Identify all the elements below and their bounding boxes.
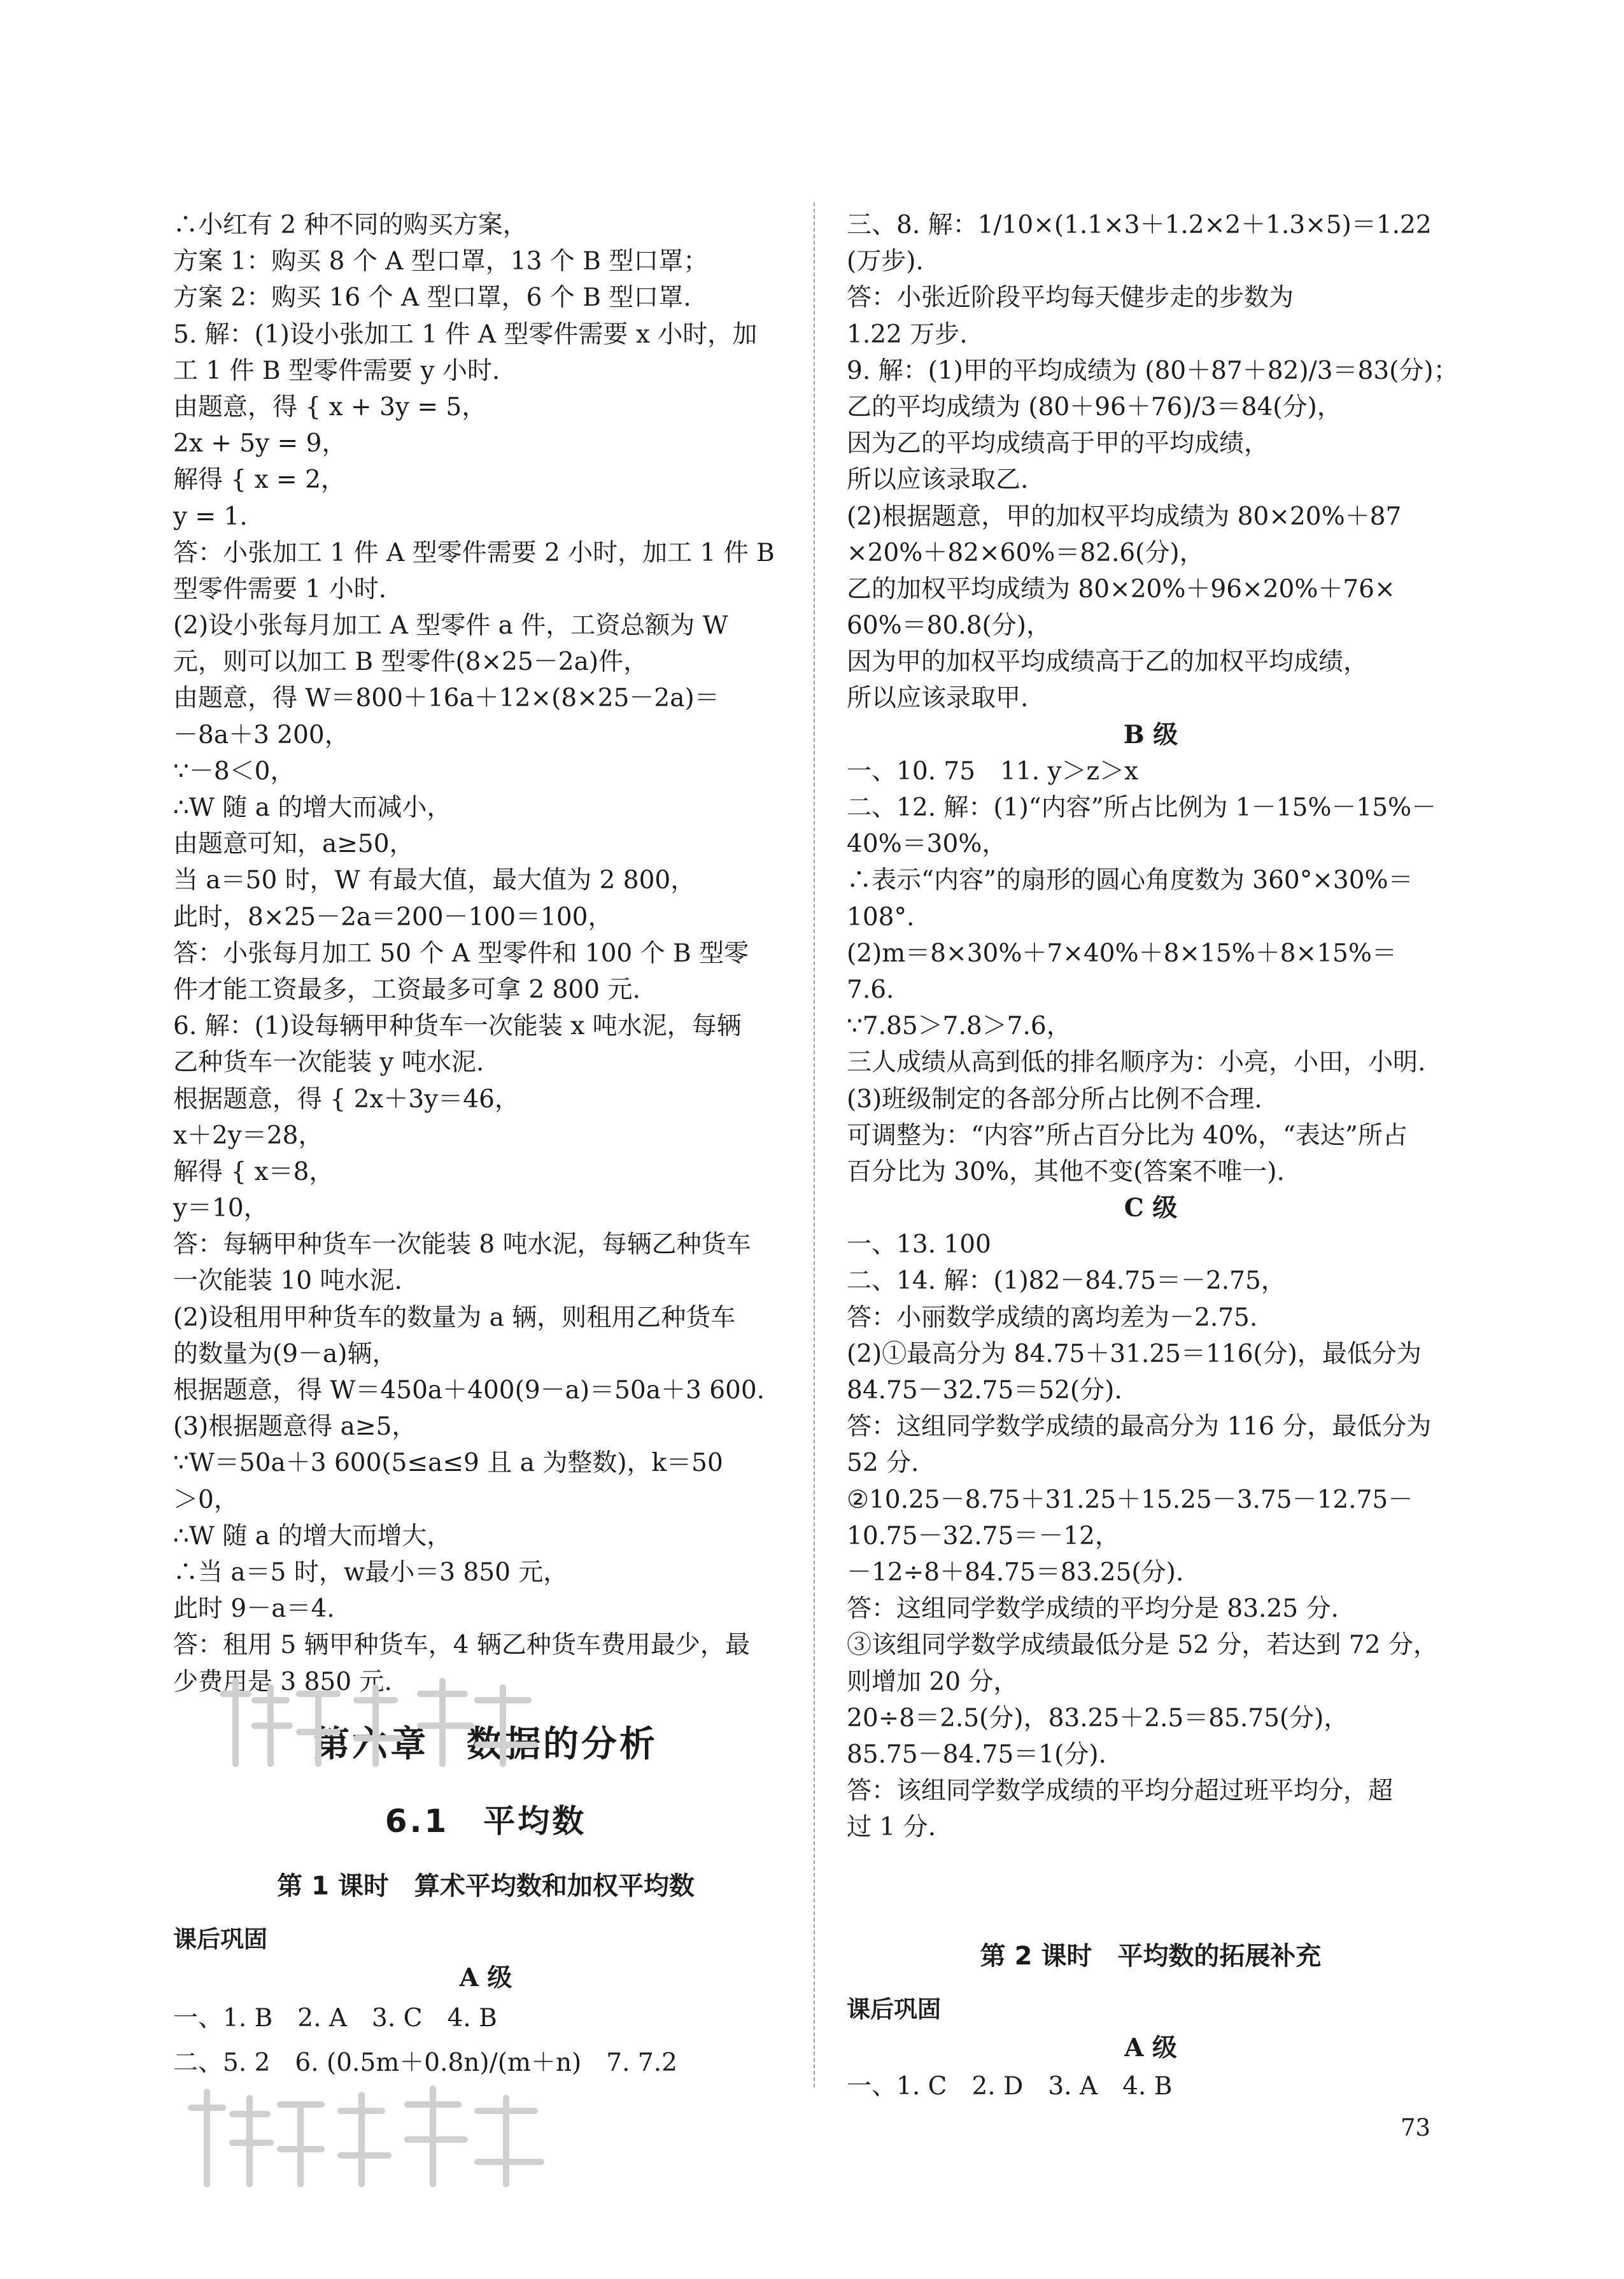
text-line: y = 1. xyxy=(173,502,248,531)
text-line: (3)班级制定的各部分所占比例不合理. xyxy=(847,1084,1262,1114)
text-line: 40%＝30%， xyxy=(847,830,1007,859)
text-line: 60%＝80.8(分)， xyxy=(847,611,1051,641)
text-line: 工 1 件 B 型零件需要 y 小时. xyxy=(173,356,500,385)
left-column xyxy=(173,207,798,1700)
text-line: 可调整为：“内容”所占百分比为 40%，“表达”所占 xyxy=(847,1121,1408,1150)
text-line: 二、12. 解：(1)“内容”所占比例为 1－15%－15%－ xyxy=(847,793,1437,822)
text-line: ③该组同学数学成绩最低分是 52 分，若达到 72 分， xyxy=(847,1631,1438,1660)
lesson1-answers xyxy=(173,1996,677,2085)
text-line: ∵W＝50a＋3 600(5≤a≤9 且 a 为整数)，k＝50 xyxy=(173,1449,723,1478)
level-heading: C 级 xyxy=(1124,1193,1178,1223)
text-line: ∴当 a＝5 时，w最小＝3 850 元， xyxy=(173,1558,568,1587)
text-line: 由题意，得 { x + 3y = 5， xyxy=(173,392,487,422)
text-line: 方案 2：购买 16 个 A 型口罩，6 个 B 型口罩. xyxy=(173,283,691,313)
text-line: 一次能装 10 吨水泥. xyxy=(173,1267,402,1296)
text-line: 根据题意，得 W＝450a＋400(9－a)＝50a＋3 600. xyxy=(173,1376,765,1405)
text-line: 答：小张加工 1 件 A 型零件需要 2 小时，加工 1 件 B xyxy=(173,538,775,567)
text-line: 答：这组同学数学成绩的平均分是 83.25 分. xyxy=(847,1594,1339,1624)
text-line: 此时，8×25－2a＝200－100＝100， xyxy=(173,902,613,932)
text-line: 9. 解：(1)甲的平均成绩为 (80＋87＋82)/3＝83(分)； xyxy=(847,356,1458,385)
text-line: ＞0， xyxy=(173,1485,239,1514)
text-line: 乙种货车一次能装 y 吨水泥. xyxy=(173,1048,484,1077)
text-line: 三人成绩从高到低的排名顺序为：小亮，小田，小明. xyxy=(847,1048,1426,1077)
lesson2-title: 第 2 课时 平均数的拓展补充 xyxy=(980,1942,1322,1971)
text-line: 答：每辆甲种货车一次能装 8 吨水泥，每辆乙种货车 xyxy=(173,1230,751,1260)
text-line: 答：这组同学数学成绩的最高分为 116 分，最低分为 xyxy=(847,1412,1432,1442)
section-title: 6.1 平均数 xyxy=(385,1803,587,1840)
text-line: 由题意可知，a≥50， xyxy=(173,830,414,859)
text-line: 元，则可以加工 B 型零件(8×25－2a)件， xyxy=(173,648,649,677)
text-line: 乙的加权平均成绩为 80×20%＋96×20%＋76× xyxy=(847,574,1395,604)
text-line: 则增加 20 分， xyxy=(847,1667,1019,1696)
lesson1-title: 第 1 课时 算术平均数和加权平均数 xyxy=(277,1871,695,1901)
lesson1-level: A 级 xyxy=(459,1963,512,1992)
text-line: 答：小张每月加工 50 个 A 型零件和 100 个 B 型零 xyxy=(173,939,749,968)
text-line: 5. 解：(1)设小张加工 1 件 A 型零件需要 x 小时，加 xyxy=(173,320,758,349)
text-line: 6. 解：(1)设每辆甲种货车一次能装 x 吨水泥，每辆 xyxy=(173,1012,742,1041)
text-line: 的数量为(9－a)辆， xyxy=(173,1339,397,1368)
text-line: 三、8. 解：1/10×(1.1×3＋1.2×2＋1.3×5)＝1.22 xyxy=(847,211,1432,239)
lesson2-subtitle: 课后巩固 xyxy=(847,1996,941,2023)
text-line: 少费用是 3 850 元. xyxy=(173,1667,392,1696)
text-line: 件才能工资最多，工资最多可拿 2 800 元. xyxy=(173,975,640,1004)
text-line: 10.75－32.75＝－12， xyxy=(847,1521,1120,1551)
text-line: 过 1 分. xyxy=(847,1813,936,1842)
text-line: ∴小红有 2 种不同的购买方案， xyxy=(173,211,528,239)
lesson2-level: A 级 xyxy=(1124,2033,1177,2062)
text-line: 2x + 5y = 9， xyxy=(173,429,347,458)
text-line: 由题意，得 W＝800＋16a＋12×(8×25－2a)＝ xyxy=(173,684,719,713)
text-line: ②10.25－8.75＋31.25＋15.25－3.75－12.75－ xyxy=(847,1485,1413,1514)
text-line: 答：小张近阶段平均每天健步走的步数为 xyxy=(847,283,1294,313)
text-line: 20÷8＝2.5(分)，83.25＋2.5＝85.75(分)， xyxy=(847,1703,1349,1733)
text-line: (2)设租用甲种货车的数量为 a 辆，则租用乙种货车 xyxy=(173,1303,736,1332)
lesson1-subtitle: 课后巩固 xyxy=(173,1926,267,1953)
text-line: 108°. xyxy=(847,902,915,932)
column-divider xyxy=(814,202,815,2087)
text-line: 1.22 万步. xyxy=(847,320,968,349)
text-line: 52 分. xyxy=(847,1449,919,1478)
text-line: 解得 { x = 2， xyxy=(173,465,346,495)
text-line: x＋2y＝28， xyxy=(173,1121,323,1150)
level-heading: B 级 xyxy=(1123,720,1178,749)
text-line: 根据题意，得 { 2x＋3y＝46， xyxy=(173,1084,519,1114)
text-line: (2)m＝8×30%＋7×40%＋8×15%＋8×15%＝ xyxy=(847,939,1397,968)
text-line: －12÷8＋84.75＝83.25(分). xyxy=(847,1558,1184,1587)
text-line: (2)设小张每月加工 A 型零件 a 件，工资总额为 W xyxy=(173,611,728,641)
text-line: 二、14. 解：(1)82－84.75＝－2.75， xyxy=(847,1267,1286,1296)
text-line: 型零件需要 1 小时. xyxy=(173,574,387,604)
text-line: 所以应该录取甲. xyxy=(847,684,1029,713)
text-line: 因为甲的加权平均成绩高于乙的加权平均成绩， xyxy=(847,648,1369,677)
text-line: ∴W 随 a 的增大而减小， xyxy=(173,793,452,822)
text-line: 方案 1：购买 8 个 A 型口罩，13 个 B 型口罩； xyxy=(173,247,709,276)
text-line: 此时 9－a＝4. xyxy=(173,1594,335,1624)
lesson2-answer-line: 一、1. C 2. D 3. A 4. B xyxy=(847,2072,1173,2101)
text-line: (2)①最高分为 84.75＋31.25＝116(分)，最低分为 xyxy=(847,1339,1422,1368)
text-line: 答：该组同学数学成绩的平均分超过班平均分，超 xyxy=(847,1777,1394,1806)
text-line: 所以应该录取乙. xyxy=(847,465,1029,495)
page-number: 73 xyxy=(1401,2114,1431,2141)
text-line: ∵7.85＞7.8＞7.6， xyxy=(847,1012,1071,1041)
text-line: 85.75－84.75＝1(分). xyxy=(847,1740,1106,1769)
text-line: y＝10， xyxy=(173,1194,269,1223)
lesson1-answer-line: 一、1. B 2. A 3. C 4. B xyxy=(173,2004,497,2033)
text-line: ∴表示“内容”的扇形的圆心角度数为 360°×30%＝ xyxy=(847,866,1413,895)
text-line: (万步). xyxy=(847,247,924,276)
lesson1-answer-line: 二、5. 2 6. (0.5m＋0.8n)/(m＋n) 7. 7.2 xyxy=(173,2048,677,2077)
text-line: ∴W 随 a 的增大而增大， xyxy=(173,1521,452,1551)
text-line: 当 a＝50 时，W 有最大值，最大值为 2 800， xyxy=(173,866,696,895)
chapter-title: 第六章 数据的分析 xyxy=(314,1724,658,1765)
text-line: －8a＋3 200， xyxy=(173,720,350,749)
text-line: 答：租用 5 辆甲种货车，4 辆乙种货车费用最少，最 xyxy=(173,1631,750,1660)
text-line: 百分比为 30%，其他不变(答案不唯一). xyxy=(847,1157,1285,1186)
text-line: 84.75－32.75＝52(分). xyxy=(847,1376,1122,1405)
text-line: (3)根据题意得 a≥5， xyxy=(173,1412,417,1442)
text-line: 一、13. 100 xyxy=(847,1230,991,1260)
text-line: (2)根据题意，甲的加权平均成绩为 80×20%＋87 xyxy=(847,502,1402,531)
right-column xyxy=(847,207,1458,1845)
text-line: 乙的平均成绩为 (80＋96＋76)/3＝84(分)， xyxy=(847,392,1342,422)
text-line: 答：小丽数学成绩的离均差为－2.75. xyxy=(847,1303,1258,1332)
text-line: ∵－8＜0， xyxy=(173,756,295,786)
text-line: 因为乙的平均成绩高于甲的平均成绩， xyxy=(847,429,1269,458)
text-line: 7.6. xyxy=(847,975,894,1004)
text-line: ×20%＋82×60%＝82.6(分)， xyxy=(847,538,1204,567)
text-line: 解得 { x＝8， xyxy=(173,1157,334,1186)
text-line: 一、10. 75 11. y＞z＞x xyxy=(847,756,1139,786)
